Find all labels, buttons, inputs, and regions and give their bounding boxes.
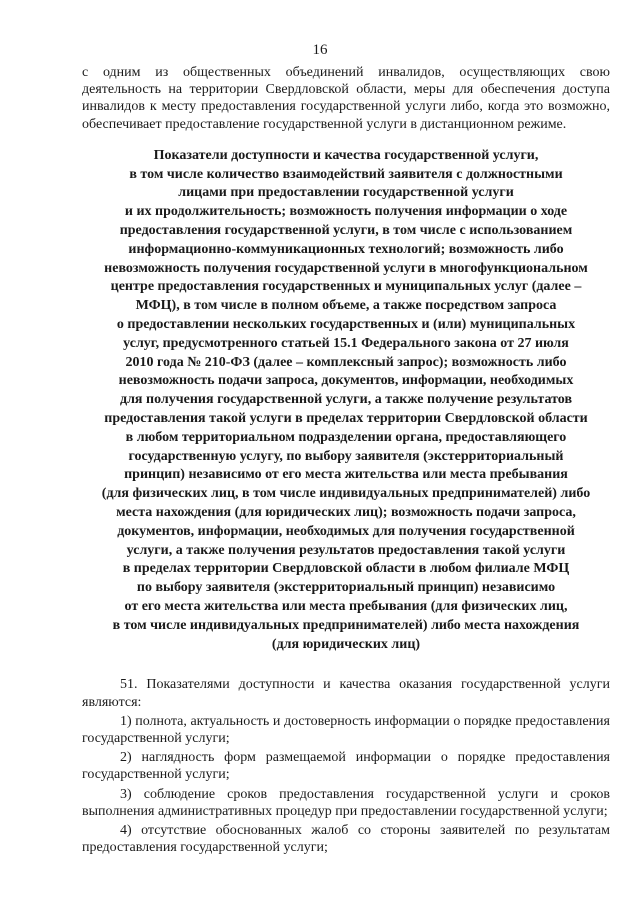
list-item: 1) полнота, актуальность и достоверность информации о порядке предоставления государственной услуги; [82, 713, 610, 746]
heading-line: предоставления государственной услуги, в том числе с использованием [119, 223, 573, 238]
heading-line: принцип) независимо от его места жительства или места пребывания [124, 467, 568, 483]
heading-line: в том числе количество взаимодействий заявителя с должностными [129, 166, 563, 182]
heading-line: Показатели доступности и качества государственной услуги, [153, 147, 539, 163]
heading-line: документов, информации, необходимых для получения государственной [117, 523, 575, 539]
heading-line: 2010 года № 210-ФЗ (далее – комплексный запрос); возможность либо [125, 354, 567, 370]
heading-line: невозможность подачи запроса, документов, информации, необходимых [118, 373, 574, 389]
heading-line: по выбору заявителя (экстерриториальный принцип) независимо [136, 580, 556, 596]
heading-line: предоставления такой услуги в пределах территории Свердловской области [104, 410, 588, 426]
heading-line: центре предоставления государственных и муниципальных услуг (далее – [110, 279, 582, 295]
list-item: 4) отсутствие обоснованных жалоб со стороны заявителей по результатам предоставления государственной услуги; [82, 822, 610, 856]
heading-line: лицами при предоставлении государственной услуги [178, 185, 514, 201]
list-item: 3) соблюдение сроков предоставления государственной услуги и сроков выполнения административных процедур при предоставлении государственной услуги; [82, 786, 610, 819]
heading-line: МФЦ), в том числе в полном объеме, а также посредством запроса [135, 298, 557, 314]
heading-line: (для физических лиц, в том числе индивидуальных предпринимателей) либо [101, 486, 591, 502]
heading-line: государственную услугу, по выбору заявителя (экстерриториальный [128, 448, 564, 464]
heading-line: для получения государственной услуги, а также получение результатов [120, 392, 572, 408]
heading-line: услуг, предусмотренного статьей 15.1 Федерального закона от 27 июля [123, 335, 569, 351]
heading-line: от его места жительства или места пребывания (для физических лиц, [124, 598, 568, 614]
heading-line: и их продолжительность; возможность получения информации о ходе [124, 204, 568, 220]
heading-line: услуги, а также получения результатов предоставления такой услуги [126, 542, 566, 558]
document-body [82, 64, 610, 858]
intro-paragraph: с одним из общественных объединений инвалидов, осуществляющих свою деятельность на территории Свердловской области, меры для обеспечения доступа инвалидов к месту предоставления государственной услуги либо, когда это возможно, обеспечивает предоставление государственной услуги в дистанционном режиме. [82, 65, 610, 132]
page-number: 16 [312, 42, 328, 58]
heading-line: невозможность получения государственной услуги в многофункциональном [104, 260, 588, 276]
section-51-intro: 51. Показателями доступности и качества оказания государственной услуги являются: [82, 677, 610, 710]
heading-line: в пределах территории Свердловской области в любом филиале МФЦ [122, 561, 570, 577]
heading-line: (для юридических лиц) [271, 636, 421, 652]
section-heading [82, 147, 610, 655]
heading-line: места нахождения (для юридических лиц); возможность подачи запроса, [116, 504, 576, 520]
indicators-list [82, 713, 610, 857]
heading-line: в том числе индивидуальных предпринимателей) либо места нахождения [112, 617, 580, 633]
heading-line: в любом территориальном подразделении органа, предоставляющего [125, 429, 567, 445]
list-item: 2) наглядность форм размещаемой информации о порядке предоставления государственной услуги; [82, 750, 610, 783]
heading-line: о предоставлении нескольких государственных и (или) муниципальных [116, 316, 576, 332]
heading-line: информационно-коммуникационных технологий; возможность либо [128, 241, 564, 257]
